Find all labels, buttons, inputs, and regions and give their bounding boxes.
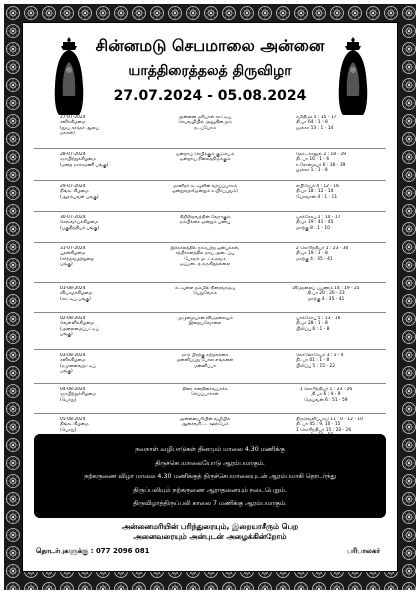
blessing-text: அன்னைமரியின் பரிந்துரையும், இறையாசீரும் பெற அனைவரையும் அன்புடன் அழைக்கின்றோம் (0, 522, 420, 542)
row-readings: விடுதலைப் பயணம் 14 : 19 - 25 தி.பா 20 : 20 - 23 மாற்கு 4 : 35 - 41 (292, 286, 360, 302)
row-day: 04-08-2024 ஞாயிற்றுக்கிழமை (பொது) (60, 387, 96, 403)
contact-number: தொடர்புகளுக்கு : 077 2096 081 (36, 547, 150, 555)
row-day: 31-07-2024 புதன்கிழமை (சர்ந்தவழற்றுறை பங்கு) (60, 246, 94, 268)
schedule-row (34, 283, 386, 313)
invitation-text: அனைவரையும் அன்புடன் அழைக்கின்றோம் (133, 532, 287, 541)
row-day: 28-07-2024 ஞாயிற்றுக்கிழமை (மறை நாகாமணி பங்கு) (60, 152, 109, 168)
notice-line: திருப்பலியும் நற்கருணை ஆராதனையும் நடைபெறும். (133, 486, 287, 494)
notice-line: நவநாள் வழிபாடுகள் தினமும் மாலை 4.30 மணிக்கு (135, 446, 285, 453)
notice-line: திருச்செபமாலையோடு ஆரம்பமாகும். (155, 459, 265, 467)
schedule-row (34, 149, 386, 181)
row-day: 29-07-2024 திங்கட்கிழமை (ஆரம்பவள் பங்கு) (60, 184, 99, 200)
row-day: 27-07-2024 சனிக்கிழமை (தூய கர்த்தர் ஆலய மக்கள்) (60, 115, 99, 137)
schedule-row (34, 112, 386, 149)
row-readings: யாக்கோபு 5 : 13 - 16 தி.பா 28 : 1 - 8 பிலிப்பு 6 : 1 - 8 (296, 316, 341, 332)
festival-dates: 27.07.2024 - 05.08.2024 (113, 88, 307, 104)
row-program: அன்னையரியின் வழியில் ஆசைவரிட்ட ஊல்பேம் (179, 417, 231, 428)
row-day: 05-08-2024 திங்கட்கிழமை (பொது) (60, 417, 89, 433)
row-readings: 2 கொரிந்தியர் 1 : 23 - 30 தி.பா 19 : 1 - 8 மாற்கு 4 : 35 - 41 (296, 246, 349, 262)
row-day: 30-07-2024 செவ்வாய்க்கிழமை (பகுதித்தியர் பங்கு) (60, 215, 100, 231)
row-program: கிறிஸ்தவத்தின் வேராகும் நம்பிக்கை ஒன்றும் பணபு (179, 215, 231, 226)
row-program: முழுமையான விடுதலையும் இறையவோலை (177, 316, 233, 327)
schedule-row (34, 350, 386, 384)
notice-box (34, 434, 386, 518)
row-readings: கொலோசேயர் 3 : 1 - 4 தி. பா 01 : 1 - 8 பிலிப்பு 5 : 15 - 22 (296, 353, 344, 369)
row-readings: திருவெளிப்பாடு 11 : 0 - 12 - 10 தி. பா 45 : 9, 10 - 15 1 கொரிந்தியர் 15 : 20 - 26 (296, 417, 363, 433)
row-day: 02-08-2024 வெள்ளிக்கிழமை (அலைமைப்பட்டிப் பங்கு) (60, 316, 99, 338)
signatory: பரிபாலகர் (346, 547, 380, 555)
row-readings: எபிரேயர் 4 : 12 - 16 தி.பா 18 : 12 - 14 யோவான் 4 : 1 - 11 (296, 184, 339, 200)
row-program: ஒன்றாய் செபிக்கும் குடும்பம் ஒன்றாய் நிலைத்திருக்கும் (176, 152, 234, 163)
row-readings: 1 கொரிந்தியர் 1 : 23 - 26 தி.பா 6 : 4 - 9 மெயவன் 6 : 51 - 59 (299, 387, 353, 403)
schedule-table (34, 112, 386, 448)
row-program: இக்காலத்தில் நாம்பற்ற ஓன்புக்கள், சந்திரகளத்தில் தாய் அடைப்பு போதம் மடட்கருவம் ஒப்படைத் தருகிறதல்லை (170, 246, 240, 268)
page-title: சின்னமடு செபமாலை அன்னை (95, 36, 325, 55)
schedule-row (34, 313, 386, 350)
row-program: அன்னை மரியாள் காட்டிய செபவழியில் அனுதினமும் நடப்போம் (178, 115, 232, 131)
row-program: நாம் பிரற்கு கற்றலக்கை மன்னிப்பது போல எங்களை மன்னிப்பா (176, 353, 234, 369)
row-program: கடவுளை தம்மில் நிரைவாழ்வு பெறுவோம் (174, 286, 236, 297)
row-day: 03-08-2024 சனிக்கிழமை (நமுனைவழ்ட்டிப் பங்கு) (60, 353, 96, 375)
row-program: மானிதர் கடவுளின் வாய்ப்பாகம் ஓன்றுவதா(ஓன்றும் உயிர்ப்பதும்) (172, 184, 238, 195)
schedule-row (34, 181, 386, 212)
row-readings: தொடக்கநூல் 2 : 18 - 29 தி. பா 16 : 1 - 6 உரோமையர் 6 : 30 - 39 லூக்கா 1 : 1 - 8 (296, 152, 346, 174)
row-program: திரை எனதிசைவயாக்க செய்ப்பார்கள் (182, 387, 228, 398)
row-readings: யாக்கோபு 2 : 14 - 17 தி.பா 19 : 41 - 45 மாற்கு 8 : 1 - 10 (296, 215, 341, 231)
row-readings: சமிதிமச 5 : 15 - 17 தி.பா 64 : 1 - 8 லூக்கா 13 : 1 - 14 (296, 115, 337, 131)
page-subtitle: யாத்திரைத்தலத் திருவிழா (128, 63, 292, 79)
schedule-row (34, 384, 386, 414)
notice-line: திருவிழாத்திருப்பலி காலை 7 மணிக்கு ஆரம்பமாகும். (133, 500, 287, 507)
notice-line: நற்கருணை விழா மாலை 4.30 மணிக்குத் திருச்செபமாலையுடன் ஆரம்பமாகி தொடர்ந்து (84, 473, 336, 480)
schedule-row (34, 243, 386, 283)
row-day: 01-08-2024 வியாழக்கிழமை (சாட்டிப் பங்கு) (60, 286, 93, 302)
schedule-row (34, 212, 386, 243)
